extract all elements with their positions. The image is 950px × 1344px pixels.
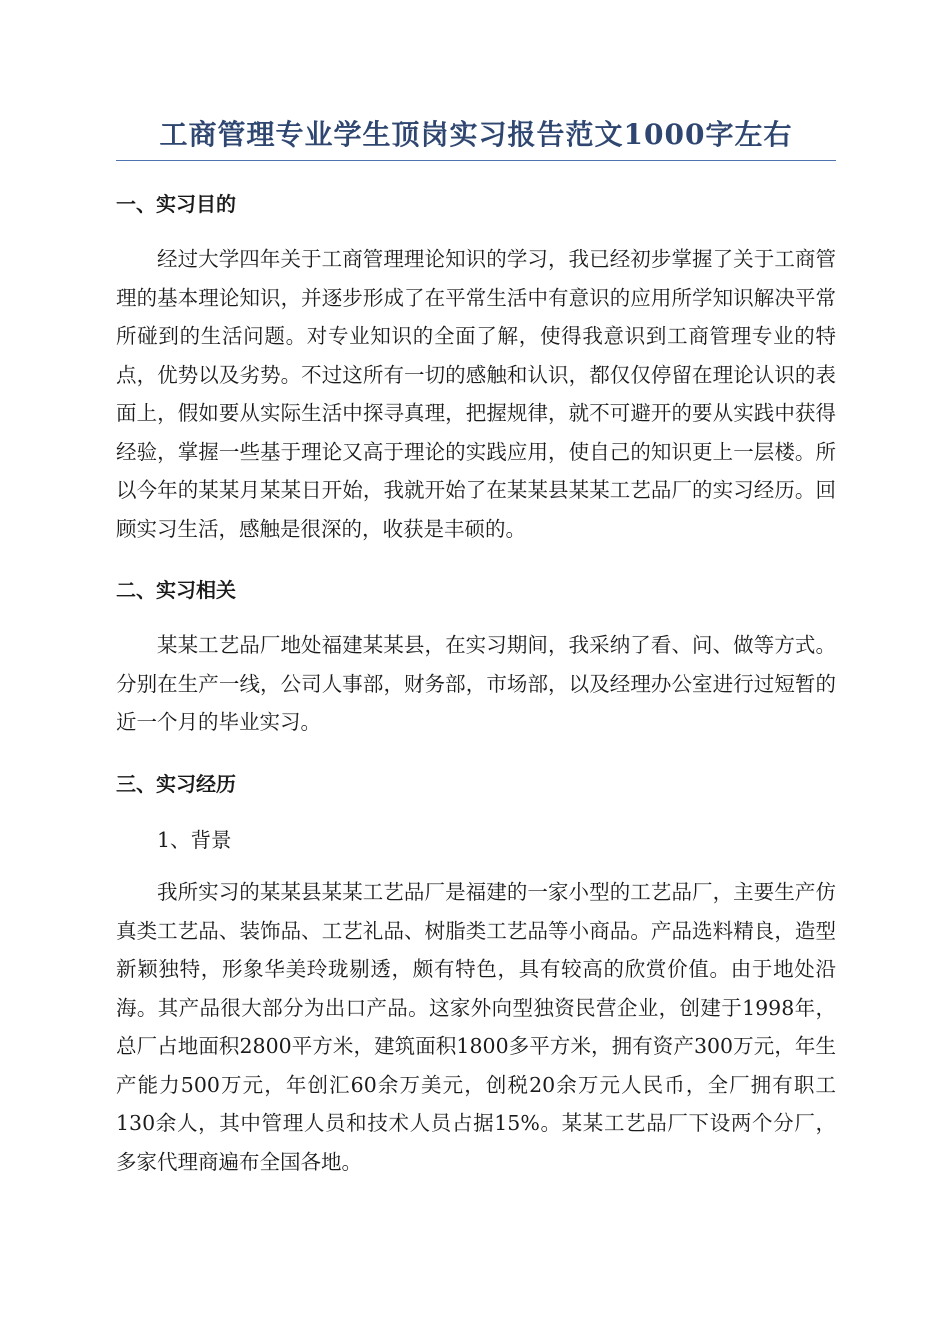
section-heading-purpose: 一、实习目的 bbox=[116, 192, 236, 216]
section-heading-related: 二、实习相关 bbox=[116, 578, 236, 602]
paragraph-purpose: 经过大学四年关于工商管理理论知识的学习，我已经初步掌握了关于工商管理的基本理论知识，并逐步形成了在平常生活中有意识的应用所学知识解决平常所碰到的生活问题。对专业知识的全面了解，使得我意识到工商管理专业的特点，优势以及劣势。不过这所有一切的感触和认识，都仅仅停留在理论认识的表面上，假如要从实际生活中探寻真理，把握规律，就不可避开的要从实践中获得经验，掌握一些基于理论又高于理论的实践应用，使自己的知识更上一层楼。所以今年的某某月某某日开始，我就开始了在某某县某某工艺品厂的实习经历。回顾实习生活，感触是很深的，收获是丰硕的。 bbox=[116, 247, 836, 541]
document-page bbox=[116, 112, 836, 1181]
paragraph-background: 我所实习的某某县某某工艺品厂是福建的一家小型的工艺品厂，主要生产仿真类工艺品、装饰品、工艺礼品、树脂类工艺品等小商品。产品选料精良，造型新颖独特，形象华美玲珑剔透，颇有特色，具有较高的欣赏价值。由于地处沿海。其产品很大部分为出口产品。这家外向型独资民营企业，创建于1998年，总厂占地面积2800平方米，建筑面积1800多平方米，拥有资产300万元，年生产能力500万元，年创汇60余万美元，创税20余万元人民币，全厂拥有职工130余人，其中管理人员和技术人员占据15%。某某工艺品厂下设两个分厂，多家代理商遍布全国各地。 bbox=[116, 880, 836, 1174]
subheading-background: 1、背景 bbox=[157, 827, 232, 852]
paragraph-related: 某某工艺品厂地处福建某某县，在实习期间，我采纳了看、问、做等方式。分别在生产一线，公司人事部，财务部，市场部，以及经理办公室进行过短暂的近一个月的毕业实习。 bbox=[116, 633, 836, 734]
document-title: 工商管理专业学生顶岗实习报告范文1000字左右 bbox=[116, 112, 836, 161]
section-heading-experience: 三、实习经历 bbox=[116, 771, 236, 796]
